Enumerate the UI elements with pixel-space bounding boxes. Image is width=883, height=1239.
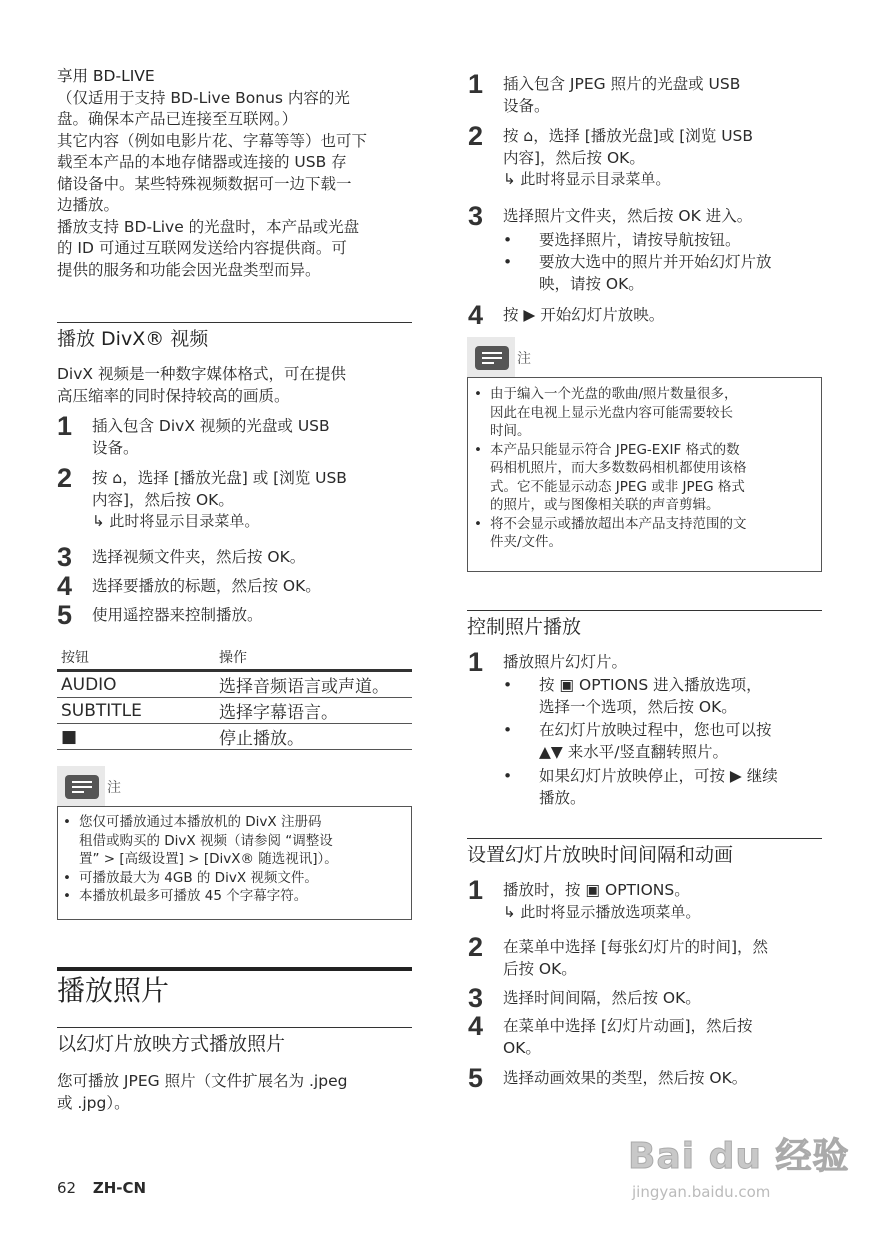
step-text: 播放照片幻灯片。: [503, 653, 628, 671]
note-line: 置” > [高级设置] > [DivX® 随选视讯]）。: [79, 851, 338, 867]
step-text: 后按 OK。: [503, 959, 577, 978]
step-text: 选择视频文件夹，然后按 OK。: [92, 548, 306, 566]
bdlive-line: 其它内容（例如电影片花、字幕等等）也可下: [57, 131, 368, 150]
divx-heading: 播放 DivX® 视频: [57, 328, 209, 350]
bullet-text: 播放。: [539, 788, 586, 807]
step-number: 1: [468, 875, 484, 905]
note-line: 时间。: [490, 423, 531, 439]
note-line: • 将不会显示或播放超出本产品支持范围的文: [490, 515, 747, 532]
step-number: 2: [468, 932, 484, 962]
step-number: 3: [57, 542, 73, 572]
note-line: • 您仅可播放通过本播放机的 DivX 注册码: [79, 814, 322, 830]
bdlive-line: 盘。确保本产品已连接至互联网。）: [57, 110, 298, 128]
note-line: • 本产品只能显示符合 JPEG-EXIF 格式的数: [490, 441, 740, 458]
table-row: [57, 698, 412, 724]
table-header: 按钮: [57, 644, 215, 671]
table-header: 操作: [215, 644, 412, 671]
table-cell: ■: [57, 724, 215, 750]
step-text: 设备。: [503, 96, 550, 115]
step-text: 按 ▶ 开始幻灯片放映。: [503, 306, 665, 324]
bullet-text: ▲▼ 来水平/竖直翻转照片。: [539, 742, 728, 761]
list-item: [473, 385, 813, 441]
bdlive-line: 储设备中。某些特殊视频数据可一边下载一: [57, 174, 352, 193]
bullet-text: 在幻灯片放映过程中，您也可以按: [539, 721, 772, 739]
step-text: 插入包含 JPEG 照片的光盘或 USB: [503, 75, 741, 93]
step-text: 内容]，然后按 OK。: [92, 490, 234, 509]
note-line: 式。它不能显示动态 JPEG 或非 JPEG 格式: [490, 478, 745, 495]
page-number: 62: [57, 1179, 77, 1197]
list-item: [473, 515, 813, 552]
note-icon: [475, 346, 509, 370]
control-heading: 控制照片播放: [467, 616, 582, 638]
step-number: 1: [468, 69, 484, 99]
step-number: 5: [468, 1063, 484, 1093]
bdlive-line: 播放支持 BD-Live 的光盘时，本产品或光盘: [57, 217, 360, 236]
step-number: 4: [468, 1011, 484, 1041]
language-code: ZH-CN: [92, 1179, 147, 1197]
photo-note-header: [467, 337, 515, 377]
table-cell: 停止播放。: [215, 724, 412, 750]
step-text: 设备。: [92, 438, 139, 457]
bdlive-line: 提供的服务和功能会因光盘类型而异。: [57, 260, 321, 279]
divx-intro: [57, 364, 412, 407]
step-number: 4: [468, 300, 484, 330]
interval-heading: 设置幻灯片放映时间间隔和动画: [467, 844, 734, 866]
step-text: 在菜单中选择 [每张幻灯片的时间]，然: [503, 938, 769, 956]
note-line: 租借或购买的 DivX 视频（请参阅 “调整设: [79, 832, 333, 849]
bullet-dot: •: [503, 231, 513, 249]
step-text: OK。: [503, 1038, 541, 1057]
note-line: 因此在电视上显示光盘内容可能需要较长: [490, 404, 733, 421]
baidu-watermark: [628, 1128, 858, 1201]
step-text: 选择照片文件夹，然后按 OK 进入。: [503, 207, 753, 225]
watermark-url: jingyan.baidu.com: [632, 1183, 771, 1201]
button-operation-table: [57, 644, 412, 750]
bullet-text: 如果幻灯片放映停止，可按 ▶ 继续: [539, 767, 778, 785]
page-footer: [57, 1179, 146, 1197]
step-text: 在菜单中选择 [幻灯片动画]，然后按: [503, 1017, 753, 1035]
step-text: 内容]，然后按 OK。: [503, 148, 645, 167]
bullet-text: 按 ▣ OPTIONS 进入播放选项，: [539, 676, 762, 694]
table-cell: AUDIO: [57, 671, 215, 698]
section-divider: [57, 967, 412, 971]
bullet-text: 映，请按 OK。: [539, 274, 644, 293]
step-number: 2: [57, 463, 73, 493]
photos-heading: 播放照片: [57, 974, 170, 1007]
table-row: [57, 724, 412, 750]
bdlive-line: 的 ID 可通过互联网发送给内容提供商。可: [57, 239, 347, 257]
step-text: 使用遥控器来控制播放。: [92, 606, 263, 624]
note-line: 件夹/文件。: [490, 534, 563, 550]
step-text: 选择要播放的标题，然后按 OK。: [92, 577, 321, 595]
note-line: • 可播放最大为 4GB 的 DivX 视频文件。: [79, 869, 318, 886]
bdlive-line: （仅适用于支持 BD-Live Bonus 内容的光: [57, 88, 350, 107]
bullet-text: 要放大选中的照片并开始幻灯片放: [539, 253, 772, 271]
divx-note-content: [62, 813, 407, 913]
divx-note-header: [57, 766, 105, 806]
photos-intro-line: 您可播放 JPEG 照片（文件扩展名为 .jpeg: [57, 1072, 348, 1090]
step-text: 按 ⌂，选择 [播放光盘]或 [浏览 USB: [503, 127, 754, 145]
step-number: 3: [468, 201, 484, 231]
note-label: 注: [107, 780, 121, 796]
bullet-dot: •: [503, 676, 513, 694]
watermark-brand: Bai du 经验: [628, 1136, 850, 1177]
slideshow-heading: 以幻灯片放映方式播放照片: [57, 1033, 286, 1055]
bullet-text: 要选择照片，请按导航按钮。: [539, 231, 741, 249]
photos-intro-line: 或 .jpg）。: [57, 1093, 130, 1112]
note-line: 码相机照片，而大多数数码相机都使用该格: [490, 460, 747, 476]
step-text: 选择时间间隔，然后按 OK。: [503, 989, 701, 1007]
step-number: 4: [57, 571, 73, 601]
bullet-text: 选择一个选项，然后按 OK。: [539, 697, 737, 716]
bdlive-line: 载至本产品的本地存储器或连接的 USB 存: [57, 153, 347, 171]
step-number: 5: [57, 600, 73, 630]
list-item: [62, 869, 402, 888]
step-number: 1: [57, 411, 73, 441]
divx-intro-line: DivX 视频是一种数字媒体格式，可在提供: [57, 365, 346, 383]
note-icon: [65, 775, 99, 799]
divider: [57, 1027, 412, 1028]
photo-note-content: [473, 385, 818, 565]
step-number: 3: [468, 983, 484, 1013]
divider: [57, 322, 412, 323]
table-cell: 选择字幕语言。: [215, 698, 412, 724]
note-line: • 由于编入一个光盘的歌曲/照片数量很多，: [490, 386, 738, 402]
step-text: 按 ⌂，选择 [播放光盘] 或 [浏览 USB: [92, 469, 347, 487]
step-text: 选择动画效果的类型，然后按 OK。: [503, 1069, 748, 1087]
step-result: ↳ 此时将显示播放选项菜单。: [503, 902, 701, 921]
divx-intro-line: 高压缩率的同时保持较高的画质。: [57, 386, 290, 405]
table-row: [57, 671, 412, 698]
table-cell: 选择音频语言或声道。: [215, 671, 412, 698]
bullet-dot: •: [503, 721, 513, 739]
divider: [467, 610, 822, 611]
bdlive-line: 边播放。: [57, 196, 120, 214]
note-label: 注: [517, 351, 531, 367]
step-number: 1: [468, 647, 484, 677]
bdlive-section: [57, 66, 412, 281]
note-line: 的照片，或与图像相关联的声音剪辑。: [490, 497, 720, 513]
photos-intro: [57, 1071, 412, 1114]
step-text: 播放时，按 ▣ OPTIONS。: [503, 881, 690, 899]
step-number: 2: [468, 121, 484, 151]
divider: [467, 838, 822, 839]
bullet-dot: •: [503, 767, 513, 785]
bullet-dot: •: [503, 253, 513, 271]
list-item: [473, 441, 813, 515]
step-result: ↳ 此时将显示目录菜单。: [92, 512, 260, 530]
bdlive-title: 享用 BD-LIVE: [57, 67, 155, 85]
note-line: • 本播放机最多可播放 45 个字幕字符。: [79, 888, 308, 904]
list-item: [62, 813, 402, 869]
step-text: 插入包含 DivX 视频的光盘或 USB: [92, 417, 330, 435]
step-result: ↳ 此时将显示目录菜单。: [503, 170, 671, 188]
list-item: [62, 887, 402, 906]
table-cell: SUBTITLE: [57, 698, 215, 724]
